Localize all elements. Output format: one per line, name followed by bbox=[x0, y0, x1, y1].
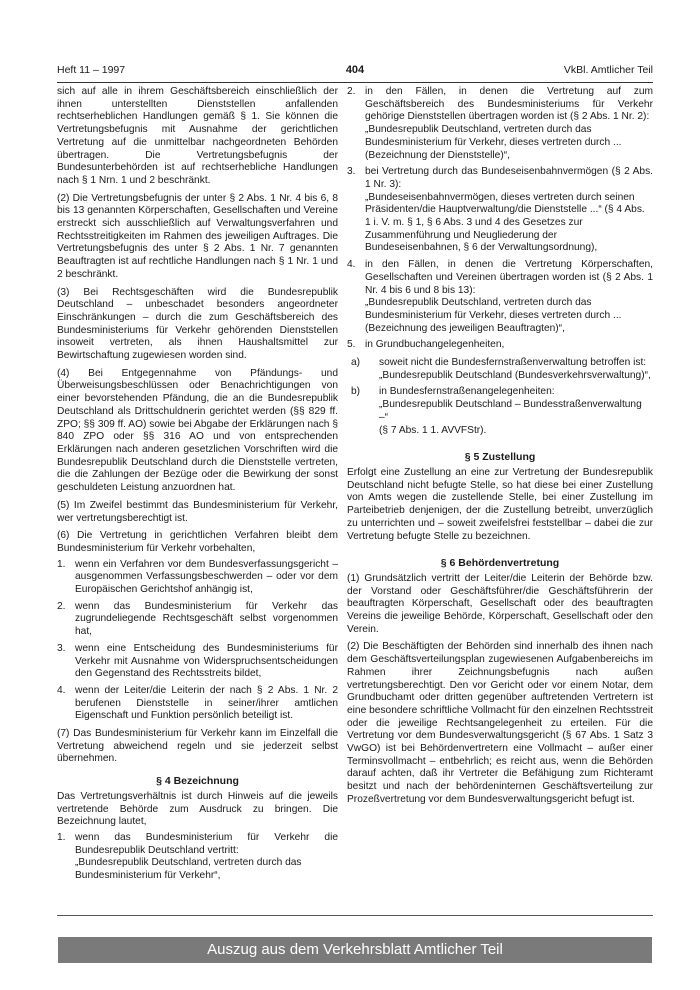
designation-quote: „Bundesrepublik Deutschland, vertreten durch das Bundesministerium für Verkehr, dieses vertreten durch ... (Bezeichnung des jeweiligen Beauftragten)“, bbox=[365, 297, 622, 334]
list-item bbox=[347, 86, 653, 162]
paragraph-6: (6) Die Vertretung in gerichtlichen Verfahren bleibt dem Bundesministerium für Verkehr vorbehalten, bbox=[57, 530, 338, 554]
list-item-number: 1. bbox=[57, 558, 66, 570]
designation-quote: „Bundesrepublik Deutschland, vertreten durch das Bundesministerium für Verkehr, dieses vertreten durch ... (Bezeichnung der Dienststelle)“, bbox=[365, 124, 622, 161]
paragraph-intro: sich auf alle in ihrem Geschäftsbereich einschließlich der ihnen unterstellten Dienststellen anfallenden rechtserheblichen Handlungen gemäß § 1. Sie können die Vertretungsbefugnis mit Ausnahme der gerichtlichen Vertretung auf die unmittelbar nachgeordneten Behörden übertragen. Die Vertretungsbefugnis der Bundesunterbehörden ist auf rechtserhebliche Handlungen nach § 1 Nrn. 1 und 2 beschränkt. bbox=[57, 86, 338, 186]
list-item-number: 3. bbox=[57, 642, 66, 654]
list-item-number: 5. bbox=[347, 339, 356, 351]
section-5-text: Erfolgt eine Zustellung an eine zur Vertretung der Bundesrepublik Deutschland nicht befugte Stelle, so hat diese bei einer Zustellung von Amts wegen die zustellende Stelle, bei einer Zustellung im Parteibetrieb denjenigen, der die Zustellung betreibt, unverzüglich zu unterrichten und – soweit zweifelsfrei feststellbar – dabei die zur Vertretung befugte Stelle zu bezeichnen. bbox=[347, 466, 653, 542]
list-item-text: bei Vertretung durch das Bundeseisenbahnvermögen (§ 2 Abs. 1 Nr. 3): bbox=[365, 166, 653, 190]
left-column bbox=[57, 86, 338, 888]
list-item bbox=[347, 259, 653, 335]
designation-quote: „Bundesrepublik Deutschland – Bundesstraßenverwaltung –“ bbox=[379, 399, 642, 423]
list-item-text: in den Fällen, in denen die Vertretung Körperschaften, Gesellschaften und Vereinen übertragen worden ist (§ 2 Abs. 1 Nr. 4 bis 6 und 8 bis 13): bbox=[365, 259, 653, 296]
sublist-item-letter: b) bbox=[351, 386, 361, 398]
list-item-text: wenn der Leiter/die Leiterin der nach § 2 Abs. 1 Nr. 2 berufenen Dienststelle in seiner/ihrer amtlichen Eigenschaft und Funktion persönlich beteiligt ist. bbox=[75, 684, 338, 722]
sublist-item bbox=[347, 386, 653, 437]
list-item bbox=[57, 832, 338, 883]
section-4-intro: Das Vertretungsverhältnis ist durch Hinweis auf die jeweils vertretende Behörde zum Ausdruck zu bringen. Die Bezeichnung lautet, bbox=[57, 790, 338, 828]
list-item-number: 2. bbox=[57, 600, 66, 612]
grundbuch-sublist bbox=[347, 357, 653, 437]
footer-banner: Auszug aus dem Verkehrsblatt Amtlicher Teil bbox=[58, 937, 652, 963]
list-item-text: wenn das Bundesministerium für Verkehr das zugrundeliegende Rechtsgeschäft selbst vorgenommen hat, bbox=[75, 600, 338, 638]
paragraph-4: (4) Bei Entgegennahme von Pfändungs- und Überweisungsbeschlüssen oder Benachrichtigungen von einer bevorstehenden Pfändung, die an die Bundesrepublik Deutschland als Drittschuldnerin gerichtet werden (§§ 829 ff. ZPO; §§ 309 ff. AO) sowie bei Abgabe der Erklärungen nach § 840 ZPO oder §§ 316 AO und von entsprechenden Erklärungen nach anderen gesetzlichen Vorschriften wird die Bundesrepublik Deutschland durch die Dienststelle vertreten, die die Zahlungen der Bezüge oder die Bewirkung der sonst geschuldeten Leistung anzuordnen hat. bbox=[57, 367, 338, 494]
paragraph-7: (7) Das Bundesministerium für Verkehr kann im Einzelfall die Vertretung abweichend regeln und sie jederzeit selbst übernehmen. bbox=[57, 728, 338, 765]
page-number: 404 bbox=[345, 64, 365, 76]
journal-label: VkBl. Amtlicher Teil bbox=[563, 64, 653, 76]
paragraph-2: (2) Die Vertretungsbefugnis der unter § 2 Abs. 1 Nr. 4 bis 6, 8 bis 13 genannten Körperschaften, Gesellschaften und Vereine erstreckt sich ausschließlich auf Verwaltungsverfahren und Rechtsstreitigkeiten im Rahmen des jeweiligen Auftrages. Die Vertretungsbefugnis des unter § 2 Abs. 1 Nr. 7 genannten Beauftragten ist auf rechtliche Handlungen nach § 1 Nr. 1 und 2 beschränkt. bbox=[57, 192, 338, 280]
sublist-item bbox=[347, 357, 653, 382]
page-header bbox=[57, 60, 653, 80]
designation-quote: „Bundesrepublik Deutschland, vertreten durch das Bundesministerium für Verkehr“, bbox=[75, 857, 302, 882]
sublist-item-text: in Bundesfernstraßenangelegenheiten: bbox=[379, 386, 555, 398]
list-item bbox=[347, 339, 653, 352]
legal-reference: (§ 7 Abs. 1 1. AVVFStr). bbox=[379, 424, 487, 436]
section-4-list-continued bbox=[347, 86, 653, 352]
list-item bbox=[57, 643, 338, 681]
list-item bbox=[347, 166, 653, 255]
paragraph-3: (3) Bei Rechtsgeschäften wird die Bundesrepublik Deutschland – unbeschadet besonders angeordneter Einschränkungen – durch die zum Geschäftsbereich des Bundesministeriums für Verkehr gehörenden Dienststellen insoweit vertreten, als ihnen Haushaltsmittel zur Bewirtschaftung zugewiesen worden sind. bbox=[57, 286, 338, 362]
list-item-number: 1. bbox=[57, 831, 66, 843]
sublist-item-letter: a) bbox=[351, 357, 361, 369]
designation-quote: „Bundesrepublik Deutschland (Bundesverkehrsverwaltung)“, bbox=[379, 369, 651, 381]
list-item-number: 4. bbox=[57, 684, 66, 696]
header-divider bbox=[57, 82, 653, 83]
list-item-text: wenn das Bundesministerium für Verkehr die Bundesrepublik Deutschland vertritt: bbox=[75, 831, 338, 856]
issue-label: Heft 11 – 1997 bbox=[57, 64, 126, 76]
right-column bbox=[347, 86, 653, 812]
section-4-heading: § 4 Bezeichnung bbox=[156, 775, 239, 788]
section-6-heading: § 6 Behördenvertretung bbox=[440, 557, 560, 570]
list-item-text: in Grundbuchangelegenheiten, bbox=[365, 339, 505, 351]
list-paragraph-6 bbox=[57, 559, 338, 723]
footer-divider bbox=[57, 915, 653, 916]
list-item-number: 2. bbox=[347, 86, 356, 97]
list-item bbox=[57, 601, 338, 639]
sublist-item-text: soweit nicht die Bundesfernstraßenverwaltung betroffen ist: bbox=[379, 357, 647, 369]
section-6-paragraph-2: (2) Die Beschäftigten der Behörden sind innerhalb des ihnen nach dem Geschäftsverteilungsplan zugewiesenen Aufgabenbereichs im Rahmen ihrer Zeichnungsbefugnis nach außen vertretungsberechtigt. Den vor Gericht oder vor einem Notar, dem Grundbuchamt oder dritten gegenüber auftretenden Vertretern ist eine besondere schriftliche Vollmacht für den einzelnen Rechtsstreit oder die jeweilige Rechtsangelegenheit zu erteilen. Für die Vertretung vor dem Bundesverwaltungsgericht (§ 67 Abs. 1 Satz 3 VwGO) ist bei Behördenvertretern eine Vollmacht – außer einer Terminsvollmacht – entbehrlich; es reicht aus, wenn die Behörden darauf achten, daß ihr Vertreter die Befähigung zum Richteramt besitzt und nach der behördeninternen Geschäftsverteilung zur Prozeßvertretung vor dem Bundesverwaltungsgericht befugt ist. bbox=[347, 641, 653, 805]
designation-quote: „Bundeseisenbahnvermögen, dieses vertreten durch seinen Präsidenten/die Hauptverwaltung/die Dienststelle ...“ (§ 4 Abs. 1 i. V. m. § 1, § 6 Abs. 3 und 4 des Gesetzes zur Zusammenführung und Neugliederung der Bundeseisenbahnen, § 6 der Verwaltungsordnung), bbox=[365, 191, 645, 254]
list-item-number: 4. bbox=[347, 259, 356, 271]
section-4-list-start bbox=[57, 832, 338, 883]
section-5-heading: § 5 Zustellung bbox=[464, 451, 536, 464]
list-item bbox=[57, 685, 338, 723]
list-item-text: wenn eine Entscheidung des Bundesministeriums für Verkehr mit Ausnahme von Widerspruchsentscheidungen den Gegenstand des Rechtsstreits bildet, bbox=[75, 642, 338, 680]
list-item-number: 3. bbox=[347, 166, 356, 178]
list-item bbox=[57, 559, 338, 597]
list-item-text: wenn ein Verfahren vor dem Bundesverfassungsgericht – ausgenommen Verfassungsbeschwerden – oder vor dem Europäischen Gerichtshof anhängig ist, bbox=[75, 558, 338, 596]
paragraph-5: (5) Im Zweifel bestimmt das Bundesministerium für Verkehr, wer vertretungsberechtigt ist. bbox=[57, 499, 338, 524]
section-6-paragraph-1: (1) Grundsätzlich vertritt der Leiter/die Leiterin der Behörde bzw. der Vorstand oder Geschäftsführer/die Geschäftsführerin der beauftragten Körperschaft, Gesellschaft oder des beauftragten Vereins die jeweilige Behörde, Körperschaft, Gesellschaft oder den Verein. bbox=[347, 572, 653, 635]
list-item-text: in den Fällen, in denen die Vertretung auf zum Geschäftsbereich des Bundesministeriums für Verkehr gehörige Dienststellen übertragen worden ist (§ 2 Abs. 1 Nr. 2): bbox=[365, 86, 653, 123]
